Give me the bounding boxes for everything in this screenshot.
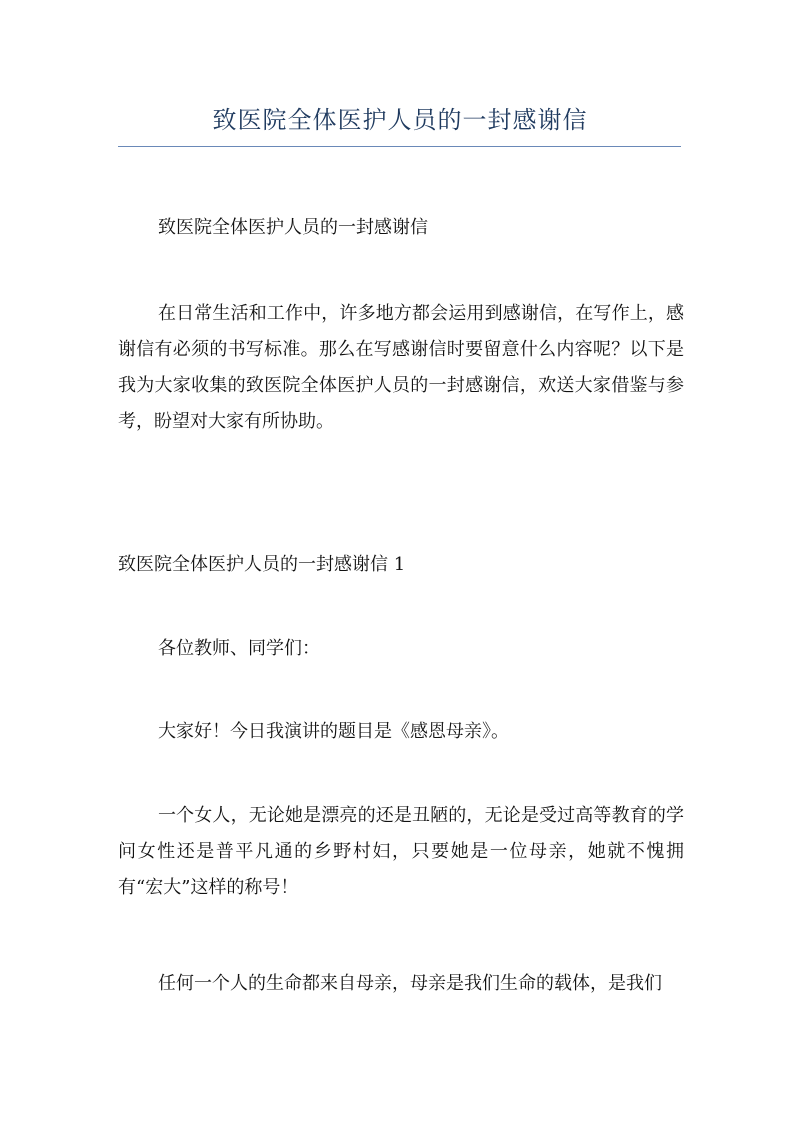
intro-paragraph: 在日常生活和工作中，许多地方都会运用到感谢信，在写作上，感谢信有必须的书写标准。那么在写感谢信时要留意什么内容呢？以下是我为大家收集的致医院全体医护人员的一封感谢信，欢送大家借鉴与参考，盼望对大家有所协助。 [118,303,684,432]
greeting-paragraph: 各位教师、同学们： [158,638,320,659]
body-paragraph-1: 一个女人，无论她是漂亮的还是丑陋的，无论是受过高等教育的学问女性还是普平凡通的乡野村妇，只要她是一位母亲，她就不愧拥有“宏大”这样的称号！ [118,805,684,898]
title-divider [118,146,681,147]
opening-paragraph: 大家好！今日我演讲的题目是《感恩母亲》。 [158,721,509,742]
body-paragraph-2: 任何一个人的生命都来自母亲，母亲是我们生命的载体，是我们 [158,973,662,994]
document-title: 致医院全体医护人员的一封感谢信 [212,106,588,134]
document-subtitle: 致医院全体医护人员的一封感谢信 [158,217,428,238]
section-heading: 致医院全体医护人员的一封感谢信 1 [118,554,406,575]
